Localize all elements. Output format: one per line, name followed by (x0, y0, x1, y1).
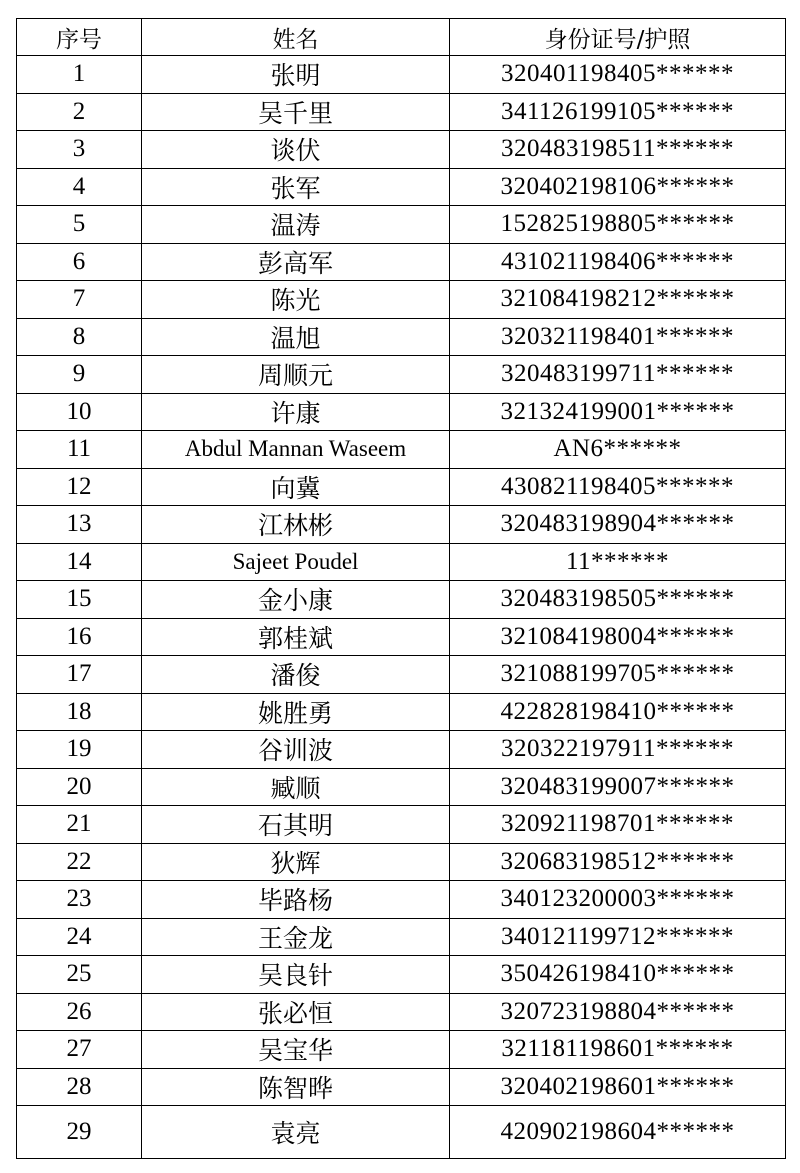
row-name: 石其明 (142, 806, 450, 844)
row-id: 320683198512****** (450, 843, 786, 881)
row-index: 3 (17, 131, 142, 169)
row-id: 350426198410****** (450, 956, 786, 994)
roster-sheet (16, 18, 786, 1159)
row-name: 温旭 (142, 318, 450, 356)
table-row (17, 393, 786, 431)
row-index: 27 (17, 1031, 142, 1069)
row-name: 金小康 (142, 581, 450, 619)
row-id: 321084198212****** (450, 281, 786, 319)
row-name: 温涛 (142, 206, 450, 244)
row-name: 姚胜勇 (142, 693, 450, 731)
row-id: 321088199705****** (450, 656, 786, 694)
row-index: 17 (17, 656, 142, 694)
row-id: 321181198601****** (450, 1031, 786, 1069)
row-id: 422828198410****** (450, 693, 786, 731)
row-id: 431021198406****** (450, 243, 786, 281)
table-row (17, 506, 786, 544)
table-row (17, 431, 786, 469)
row-name: 张必恒 (142, 993, 450, 1031)
row-id: 320483198505****** (450, 581, 786, 619)
table-row (17, 693, 786, 731)
row-index: 6 (17, 243, 142, 281)
table-row (17, 168, 786, 206)
row-id: 340121199712****** (450, 918, 786, 956)
table-row (17, 1106, 786, 1159)
row-index: 1 (17, 56, 142, 94)
header-index: 序号 (17, 19, 142, 56)
row-index: 20 (17, 768, 142, 806)
row-id: 152825198805****** (450, 206, 786, 244)
row-index: 5 (17, 206, 142, 244)
row-id: 320401198405****** (450, 56, 786, 94)
row-index: 19 (17, 731, 142, 769)
table-row (17, 956, 786, 994)
row-index: 25 (17, 956, 142, 994)
row-id: AN6****** (450, 431, 786, 469)
table-row (17, 281, 786, 319)
table-row (17, 56, 786, 94)
header-row (17, 19, 786, 56)
row-id: 420902198604****** (450, 1106, 786, 1159)
table-row (17, 206, 786, 244)
row-name: 张明 (142, 56, 450, 94)
table-row (17, 806, 786, 844)
row-index: 16 (17, 618, 142, 656)
row-id: 320723198804****** (450, 993, 786, 1031)
row-id: 430821198405****** (450, 468, 786, 506)
row-index: 22 (17, 843, 142, 881)
table-row (17, 1068, 786, 1106)
row-name: 谷训波 (142, 731, 450, 769)
row-name: 毕路杨 (142, 881, 450, 919)
table-row (17, 1031, 786, 1069)
row-name: Sajeet Poudel (142, 543, 450, 581)
table-row (17, 581, 786, 619)
row-name: 臧顺 (142, 768, 450, 806)
header-id: 身份证号/护照 (450, 19, 786, 56)
table-row (17, 768, 786, 806)
row-name: 狄辉 (142, 843, 450, 881)
row-id: 341126199105****** (450, 93, 786, 131)
row-index: 24 (17, 918, 142, 956)
row-id: 320483198511****** (450, 131, 786, 169)
row-id: 320402198106****** (450, 168, 786, 206)
row-index: 23 (17, 881, 142, 919)
table-row (17, 993, 786, 1031)
row-id: 320322197911****** (450, 731, 786, 769)
table-row (17, 918, 786, 956)
row-index: 9 (17, 356, 142, 394)
row-id: 11****** (450, 543, 786, 581)
row-name: 吴宝华 (142, 1031, 450, 1069)
row-name: 吴良针 (142, 956, 450, 994)
row-name: 吴千里 (142, 93, 450, 131)
header-name: 姓名 (142, 19, 450, 56)
table-row (17, 243, 786, 281)
table-row (17, 468, 786, 506)
row-id: 320921198701****** (450, 806, 786, 844)
row-id: 320483198904****** (450, 506, 786, 544)
row-index: 11 (17, 431, 142, 469)
row-name: 陈智晔 (142, 1068, 450, 1106)
table-row (17, 543, 786, 581)
table-row (17, 656, 786, 694)
row-index: 21 (17, 806, 142, 844)
row-index: 7 (17, 281, 142, 319)
row-id: 340123200003****** (450, 881, 786, 919)
table-row (17, 618, 786, 656)
row-index: 4 (17, 168, 142, 206)
row-name: 潘俊 (142, 656, 450, 694)
row-name: 郭桂斌 (142, 618, 450, 656)
row-name: 谈伏 (142, 131, 450, 169)
table-row (17, 318, 786, 356)
table-row (17, 93, 786, 131)
row-index: 2 (17, 93, 142, 131)
row-index: 13 (17, 506, 142, 544)
row-index: 26 (17, 993, 142, 1031)
row-index: 14 (17, 543, 142, 581)
row-name: 张军 (142, 168, 450, 206)
row-id: 321084198004****** (450, 618, 786, 656)
row-index: 18 (17, 693, 142, 731)
table-row (17, 731, 786, 769)
row-name: 江林彬 (142, 506, 450, 544)
row-name: 周顺元 (142, 356, 450, 394)
row-id: 320321198401****** (450, 318, 786, 356)
row-name: 向冀 (142, 468, 450, 506)
row-index: 28 (17, 1068, 142, 1106)
table-row (17, 356, 786, 394)
table-body (17, 56, 786, 1159)
row-name: 陈光 (142, 281, 450, 319)
row-id: 320402198601****** (450, 1068, 786, 1106)
table-row (17, 843, 786, 881)
row-name: 许康 (142, 393, 450, 431)
table-row (17, 881, 786, 919)
row-name: 袁亮 (142, 1106, 450, 1159)
row-index: 10 (17, 393, 142, 431)
row-index: 12 (17, 468, 142, 506)
row-index: 8 (17, 318, 142, 356)
row-index: 29 (17, 1106, 142, 1159)
table-row (17, 131, 786, 169)
row-name: Abdul Mannan Waseem (142, 431, 450, 469)
row-index: 15 (17, 581, 142, 619)
row-name: 王金龙 (142, 918, 450, 956)
row-id: 320483199711****** (450, 356, 786, 394)
row-name: 彭高军 (142, 243, 450, 281)
roster-table (16, 18, 786, 1159)
row-id: 321324199001****** (450, 393, 786, 431)
row-id: 320483199007****** (450, 768, 786, 806)
